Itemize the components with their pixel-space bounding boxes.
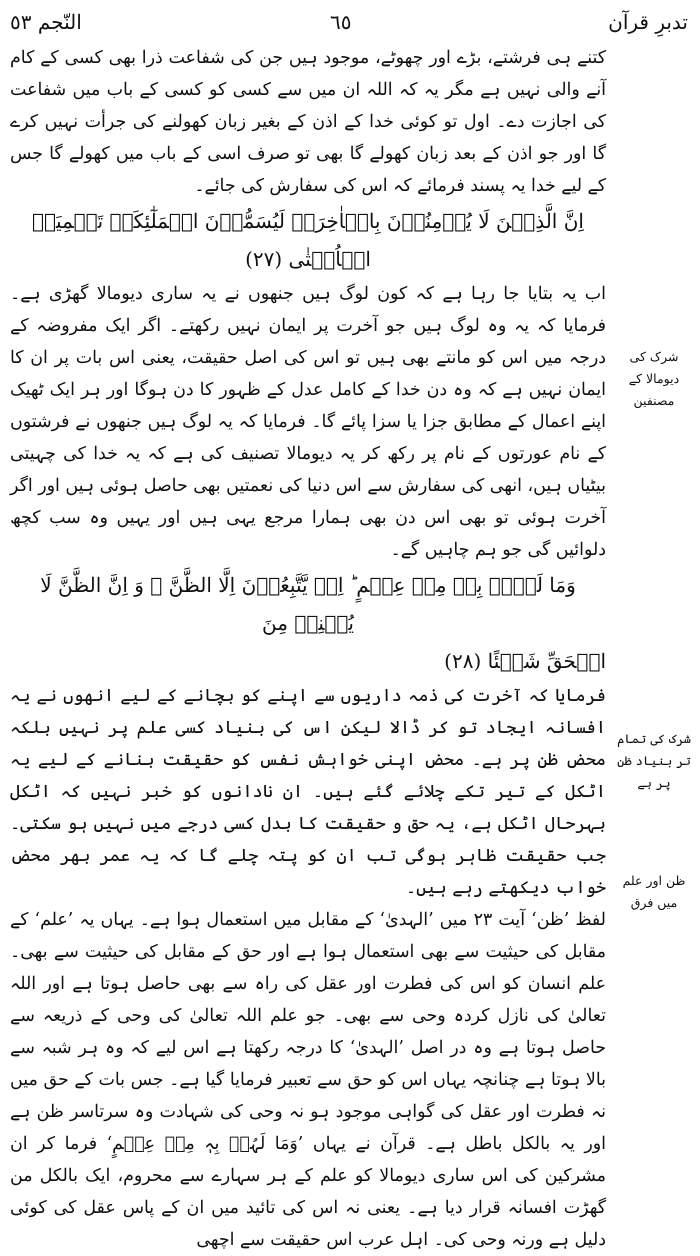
margin-note-zann-ilm: ظن اور علم میں فرق — [622, 873, 686, 910]
paragraph-mythology-authors: اب یہ بتایا جا رہا ہے کہ کون لوگ ہیں جنھوں نے یہ ساری دیومالا گھڑی ہے۔ فرمایا کہ یہ وہ لوگ ہیں جو آخرت پر ایمان نہیں رکھتے۔ اگر ایک مفروضہ کے درجہ میں اس کو مانتے بھی ہیں تو اس کی اصل حقیقت، یعنی اس بات پر ان کا ایمان نہیں ہے کہ وہ دن خدا کے کامل عدل کے ظہور کا دن ہوگا اور ہر ایک ٹھیک اپنے اعمال کے مطابق جزا یا سزا پائے گا۔ فرمایا کہ یہ لوگ ہیں جنھوں نے فرشتوں کے نام عورتوں کے نام پر رکھ کر یہ دیومالا تصنیف کی ہے کہ یہ خدا کی چہیتی بیٹیاں ہیں، انھی کی سفارش سے اس دنیا کی نعمتیں بھی حاصل ہوئی ہیں اور اگر آخرت ہوئی تو بھی اس دن بھی ہمارا مرجع یہی ہیں اور یہیں وہ سب کچھ دلوائیں گی جو ہم چاہیں گے۔ — [10, 284, 606, 560]
paragraph-shirk-on-conjecture: فرمایا کہ آخرت کی ذمہ داریوں سے اپنے کو بچانے کے لیے انھوں نے یہ افسانہ ایجاد تو کر ڈالا لیکن اس کی بنیاد کسی علم پر نہیں بلکہ محض ظن پر ہے۔ محض اپنی خواہش نفس کو حقیقت بنانے کے لیے یہ اٹکل کے تیر تکے چلائے گئے ہیں۔ ان نادانوں کو خبر نہیں کہ اٹکل بہرحال اٹکل ہے، یہ حق و حقیقت کا بدل کسی درجے میں نہیں ہو سکتی۔ جب حقیقت ظاہر ہوگی تب ان کو پتہ چلے گا کہ یہ عمر بھر محض خواب دیکھتے رہے ہیں۔ — [10, 686, 606, 898]
quran-verse-28-line1: وَمَا لَہُمۡ بِہٖ مِنۡ عِلۡمٍ ؕ اِنۡ یَّتَّبِعُوۡنَ اِلَّا الظَّنَّ ۚ وَ اِنَّ الظَّنَّ لَا یُغۡنِیۡ مِنَ — [40, 573, 576, 635]
quran-verse-27 — [10, 202, 606, 278]
surah-reference: النّجم ٥٣ — [10, 10, 82, 34]
book-title: تدبرِ قرآن — [608, 10, 688, 34]
margin-note-shirk-basis: شرک کی تمام تر بنیاد ظن پر ہے — [617, 731, 691, 790]
quran-verse-28-line2: الۡحَقِّ شَیۡئًا (۲۸) — [444, 649, 606, 673]
paragraph-zann-vs-ilm: لفظ ’ظن‘ آیت ۲۳ میں ’الہدیٰ‘ کے مقابل میں استعمال ہوا ہے۔ یہاں یہ ’علم‘ کے مقابل کی حیثیت سے بھی استعمال ہوا ہے اور حق کے مقابل کی حیثیت سے بھی۔ علم انسان کو اس کی فطرت اور عقل کی راہ سے بھی حاصل ہوتا ہے اور اللہ تعالیٰ کی نازل کردہ وحی سے بھی۔ جو علم اللہ تعالیٰ کی وحی کے ذریعہ سے حاصل ہوتا ہے وہ در اصل ’الہدیٰ‘ کا درجہ رکھتا ہے اس لیے کہ وہ ہر شبہ سے بالا ہوتا ہے چنانچہ یہاں اس کو حق سے تعبیر فرمایا گیا ہے۔ جس بات کے حق میں نہ فطرت اور عقل کی گواہی موجود ہو نہ وحی کی شہادت وہ سرتاسر ظن ہے اور یہ بالکل باطل ہے۔ قرآن نے یہاں ’وَمَا لَہُمۡ بِہٖ مِنۡ عِلۡمٍ‘ فرما کر ان مشرکین کی اس ساری دیومالا کو علم کے ہر سہارے سے محروم، ایک بالکل من گھڑت افسانہ قرار دیا ہے۔ یعنی نہ اس کی تائید میں ان کے پاس عقل کی کوئی دلیل ہے ورنہ وحی کی۔ اہل عرب اس حقیقت سے اچھی — [10, 910, 606, 1250]
commentary-body — [10, 42, 606, 1256]
quran-verse-28 — [10, 566, 606, 680]
page-number: ٦٥ — [330, 10, 352, 34]
margin-note-mythology-authors: شرک کی دیومالا کے مصنفین — [628, 349, 680, 408]
quran-verse-27-text: اِنَّ الَّذِیۡنَ لَا یُؤۡمِنُوۡنَ بِالۡاٰخِرَۃِ لَیُسَمُّوۡنَ الۡمَلٰٓئِکَۃَ تَسۡمِیَۃَ الۡاُنۡثٰی (۲۷) — [32, 209, 584, 271]
page-header — [0, 6, 700, 40]
paragraph-intercession: کتنے ہی فرشتے، بڑے اور چھوٹے، موجود ہیں جن کی شفاعت ذرا بھی کسی کے کام آنے والی نہیں ہے مگر یہ کہ اللہ ان میں سے کسی کو کسی کے باب میں شفاعت کی اجازت دے۔ اول تو کوئی خدا کے اذن کے بغیر زبان کھولنے کی جرأت نہیں کرے گا اور جو اذن کے بعد زبان کھولے گا بھی تو صرف اسی کے باب میں کھولے گا جس کے لیے خدا یہ پسند فرمائے کہ اس کی سفارش کی جائے۔ — [10, 48, 606, 196]
